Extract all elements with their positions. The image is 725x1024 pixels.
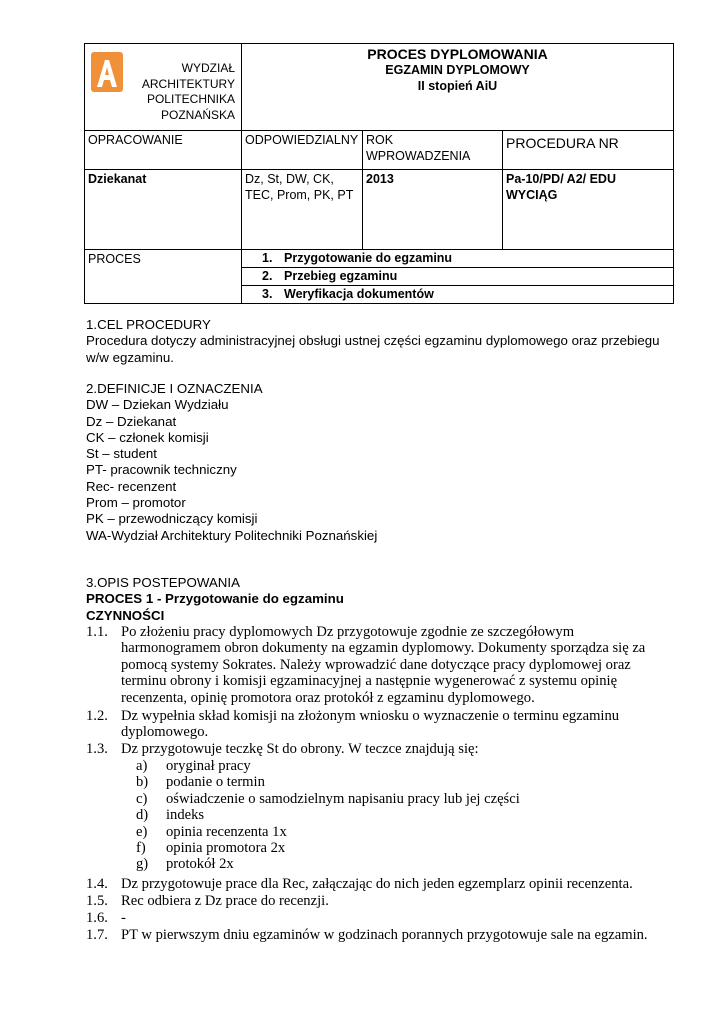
value-author: Dziekanat [85, 170, 242, 250]
step-number: 1.4. [86, 876, 108, 892]
step-line: recenzenta, opinię promotora oraz protokół z egzaminu dyplomowego. [121, 689, 535, 706]
value-year: 2013 [363, 170, 503, 250]
step-text: PT w pierwszym dniu egzaminów w godzinach porannych przygotowuje sale na egzamin. [121, 927, 648, 943]
step-number: 1.6. [86, 910, 108, 926]
step-line: Dz wypełnia skład komisji na złożonym wniosku o wyznaczenie o terminu egzaminu [121, 708, 620, 724]
list-item-letter: f) [136, 840, 146, 857]
list-item [136, 856, 520, 872]
definition-line: CK – członek komisji [86, 429, 209, 445]
step-1-3 [86, 741, 676, 757]
process-item-1 [242, 250, 674, 268]
list-item [136, 758, 520, 774]
step-1-4 [86, 876, 676, 892]
step-number: 1.1. [86, 624, 108, 640]
step-line: terminu obrony i komisji egzaminacyjnej a następnie wygenerować z systemu opinię [121, 673, 618, 690]
process-item-num: 1. [262, 251, 273, 265]
list-item-text: opinia promotora 2x [166, 840, 286, 857]
step-text [121, 708, 676, 741]
process-item-2 [242, 268, 674, 286]
list-item [136, 840, 520, 856]
list-item [136, 791, 520, 807]
procedure-note: WYCIĄG [506, 187, 558, 202]
goal-section [86, 317, 660, 366]
list-item-letter: e) [136, 823, 148, 840]
value-responsible: Dz, St, DW, CK, TEC, Prom, PK, PT [242, 170, 363, 250]
list-item [136, 824, 520, 840]
definition-line: PT- pracownik techniczny [86, 462, 237, 478]
university-logo [91, 52, 123, 92]
list-item-letter: d) [136, 807, 149, 824]
list-item-text: indeks [166, 807, 205, 824]
document-degree: II stopień AiU [417, 78, 498, 93]
list-item-text: oryginał pracy [166, 758, 251, 774]
faculty-name [142, 61, 235, 123]
step-text: - [121, 910, 126, 926]
logo-cell [85, 44, 242, 131]
list-item-letter: c) [136, 790, 148, 807]
description-heading-block [86, 575, 344, 624]
step-number: 1.7. [86, 927, 108, 943]
step-text [121, 624, 676, 706]
document-subtitle: EGZAMIN DYPLOMOWY [385, 63, 530, 77]
step-line: pomocą systemy Sokrates. Należy wprowadzić dane dotyczące pracy dyplomowej oraz [121, 656, 631, 673]
step-line: Po złożeniu pracy dyplomowych Dz przygotowuje zgodnie ze szczegółowym [121, 624, 575, 640]
col-header-procedure: PROCEDURA NR [503, 131, 674, 170]
step-number: 1.5. [86, 893, 108, 909]
definition-line: Prom – promotor [86, 495, 186, 511]
step-number: 1.3. [86, 741, 108, 757]
process-item-3 [242, 286, 674, 304]
definitions-heading: 2.DEFINICJE I OZNACZENIA [86, 381, 263, 396]
document-title: PROCES DYPLOMOWANIA [367, 46, 548, 62]
title-cell [242, 44, 674, 131]
faculty-line: ARCHITEKTURY [141, 76, 235, 91]
folder-contents-list [136, 758, 520, 873]
list-item-letter: b) [136, 774, 149, 791]
process-label: PROCES [85, 250, 242, 304]
step-line: dyplomowego. [121, 724, 209, 741]
definition-line: Rec- recenzent [86, 478, 177, 494]
step-1-1 [86, 624, 676, 706]
definition-line: PK – przewodniczący komisji [86, 511, 258, 527]
list-item-letter: g) [136, 856, 149, 873]
process-item-label: Przebieg egzaminu [284, 269, 398, 283]
list-item-text: protokół 2x [166, 856, 234, 873]
definition-line: WA-Wydział Architektury Politechniki Poznańskiej [86, 527, 378, 543]
process-item-label: Weryfikacja dokumentów [284, 287, 434, 301]
definition-line: Dz – Dziekanat [86, 413, 177, 429]
definition-line: St – student [86, 446, 157, 462]
list-item-letter: a) [136, 758, 148, 774]
step-1-7 [86, 927, 676, 943]
step-1-5 [86, 893, 676, 909]
col-header-year: ROK WPROWADZENIA [363, 131, 503, 170]
goal-line: w/w egzaminu. [86, 349, 174, 365]
faculty-line: POLITECHNIKA [146, 92, 235, 106]
activities-heading: CZYNNOŚCI [86, 607, 165, 623]
process-item-label: Przygotowanie do egzaminu [284, 251, 453, 265]
goal-heading: 1.CEL PROCEDURY [86, 317, 211, 332]
description-heading: 3.OPIS POSTEPOWANIA [86, 575, 240, 590]
process-item-num: 3. [262, 287, 273, 301]
list-item [136, 807, 520, 823]
definition-line: DW – Dziekan Wydziału [86, 397, 229, 413]
step-text: Dz przygotowuje teczkę St do obrony. W teczce znajdują się: [121, 741, 479, 757]
process-1-title: PROCES 1 - Przygotowanie do egzaminu [86, 591, 344, 607]
list-item [136, 774, 520, 790]
faculty-line: WYDZIAŁ [181, 61, 235, 75]
faculty-line: POZNAŃSKA [160, 107, 235, 122]
col-header-author: OPRACOWANIE [85, 131, 242, 170]
procedure-header-table [84, 43, 674, 304]
step-number: 1.2. [86, 708, 108, 724]
step-1-2 [86, 708, 676, 741]
step-1-6 [86, 910, 676, 926]
goal-line: Procedura dotyczy administracyjnej obsługi ustnej części egzaminu dyplomowego oraz przebiegu [86, 333, 660, 349]
step-line: harmonogramem obron dokumenty na egzamin dyplomowy. Dokumenty sporządza się za [121, 640, 646, 657]
procedure-number: Pa-10/PD/ A2/ EDU [506, 172, 616, 186]
value-procedure [503, 170, 674, 250]
step-text: Dz przygotowuje prace dla Rec, załączając do nich jeden egzemplarz opinii recenzenta. [121, 876, 633, 892]
step-text: Rec odbiera z Dz prace do recenzji. [121, 893, 329, 909]
list-item-text: podanie o termin [166, 774, 265, 791]
process-item-num: 2. [262, 269, 273, 283]
list-item-text: oświadczenie o samodzielnym napisaniu pracy lub jej części [166, 790, 520, 807]
definitions-section [86, 381, 377, 544]
col-header-responsible: ODPOWIEDZIALNY [242, 131, 363, 170]
list-item-text: opinia recenzenta 1x [166, 823, 287, 840]
